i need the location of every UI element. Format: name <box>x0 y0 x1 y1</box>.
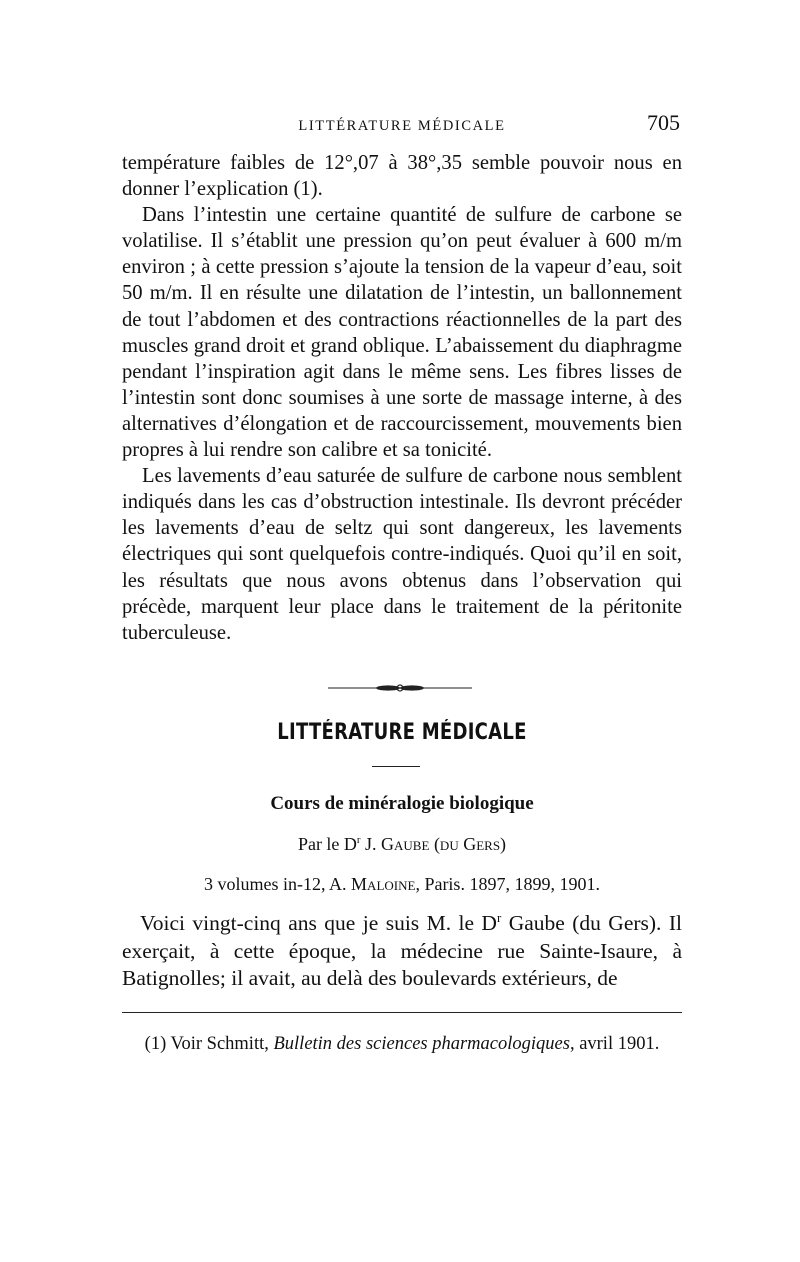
author-name: J. Gaube <box>365 834 430 854</box>
running-head: LITTÉRATURE MÉDICALE <box>298 118 506 134</box>
review-rest: Gaube (du Gers). Il exerçait, à cette époque, la médecine rue Sainte-Isaure, à Batignolles; il avait, au delà des boulevards extérieurs, de <box>122 911 682 990</box>
footnote-journal: Bulletin des sciences pharmacologiques <box>273 1034 570 1054</box>
footnote-marker: (1) Voir Schmitt, <box>144 1034 274 1054</box>
footnote-divider <box>122 1012 682 1013</box>
pub-publisher: Maloine <box>351 874 416 894</box>
footnote-date: , avril 1901. <box>569 1034 660 1054</box>
review-text <box>122 910 682 993</box>
section-title: LITTÉRATURE MÉDICALE <box>277 720 527 745</box>
page-number: 705 <box>647 110 680 135</box>
pub-volumes: 3 volumes in-12, A. <box>204 874 347 894</box>
page-header <box>122 110 682 144</box>
paragraph: Les lavements d’eau saturée de sulfure de carbone nous semblent indiqués dans les cas d’obstruction intestinale. Ils devront précéder les lavements d’eau de seltz qui sont dangereux, les lavements électriques qui sont quelquefois contre-indiqués. Quoi qu’il en soit, les résultats que nous avons obtenus dans l’observation qui précède, marquent leur place dans le traitement de la péritonite tuberculeuse. <box>122 465 682 644</box>
author-place: (du Gers) <box>433 834 507 854</box>
review-start: Voici vingt-cinq ans que je suis M. le D <box>140 911 497 935</box>
footnote <box>122 1034 682 1055</box>
body-text <box>122 150 682 646</box>
byline <box>122 834 682 855</box>
title-divider <box>372 766 420 767</box>
byline-prefix: Par le D <box>297 834 357 854</box>
review-sup: r <box>496 910 502 925</box>
section-ornament <box>328 684 472 692</box>
pub-rest: , Paris. 1897, 1899, 1901. <box>415 874 600 894</box>
book-title: Cours de minéralogie biologique <box>270 793 534 814</box>
byline-sup: r <box>356 834 361 846</box>
review-paragraph <box>122 910 682 993</box>
publication-info <box>122 874 682 895</box>
paragraph: Dans l’intestin une certaine quantité de sulfure de carbone se volatilise. Il s’établit une pression qu’on peut évaluer à 600 m/m environ ; à cette pression s’ajoute la tension de la vapeur d’eau, soit 50 m/m. Il en résulte une dilatation de l’intestin, un ballonnement de tout l’abdomen et des contractions réactionnelles de la part des muscles grand droit et grand oblique. L’abaissement du diaphragme pendant l’inspiration agit dans le même sens. Les fibres lisses de l’intestin sont donc soumises à une sorte de massage interne, à des alternatives d’élongation et de raccourcissement, mouvements bien propres à lui rendre son calibre et sa tonicité. <box>122 204 682 462</box>
paragraph: température faibles de 12°,07 à 38°,35 semble pouvoir nous en donner l’explication (1). <box>122 152 682 201</box>
